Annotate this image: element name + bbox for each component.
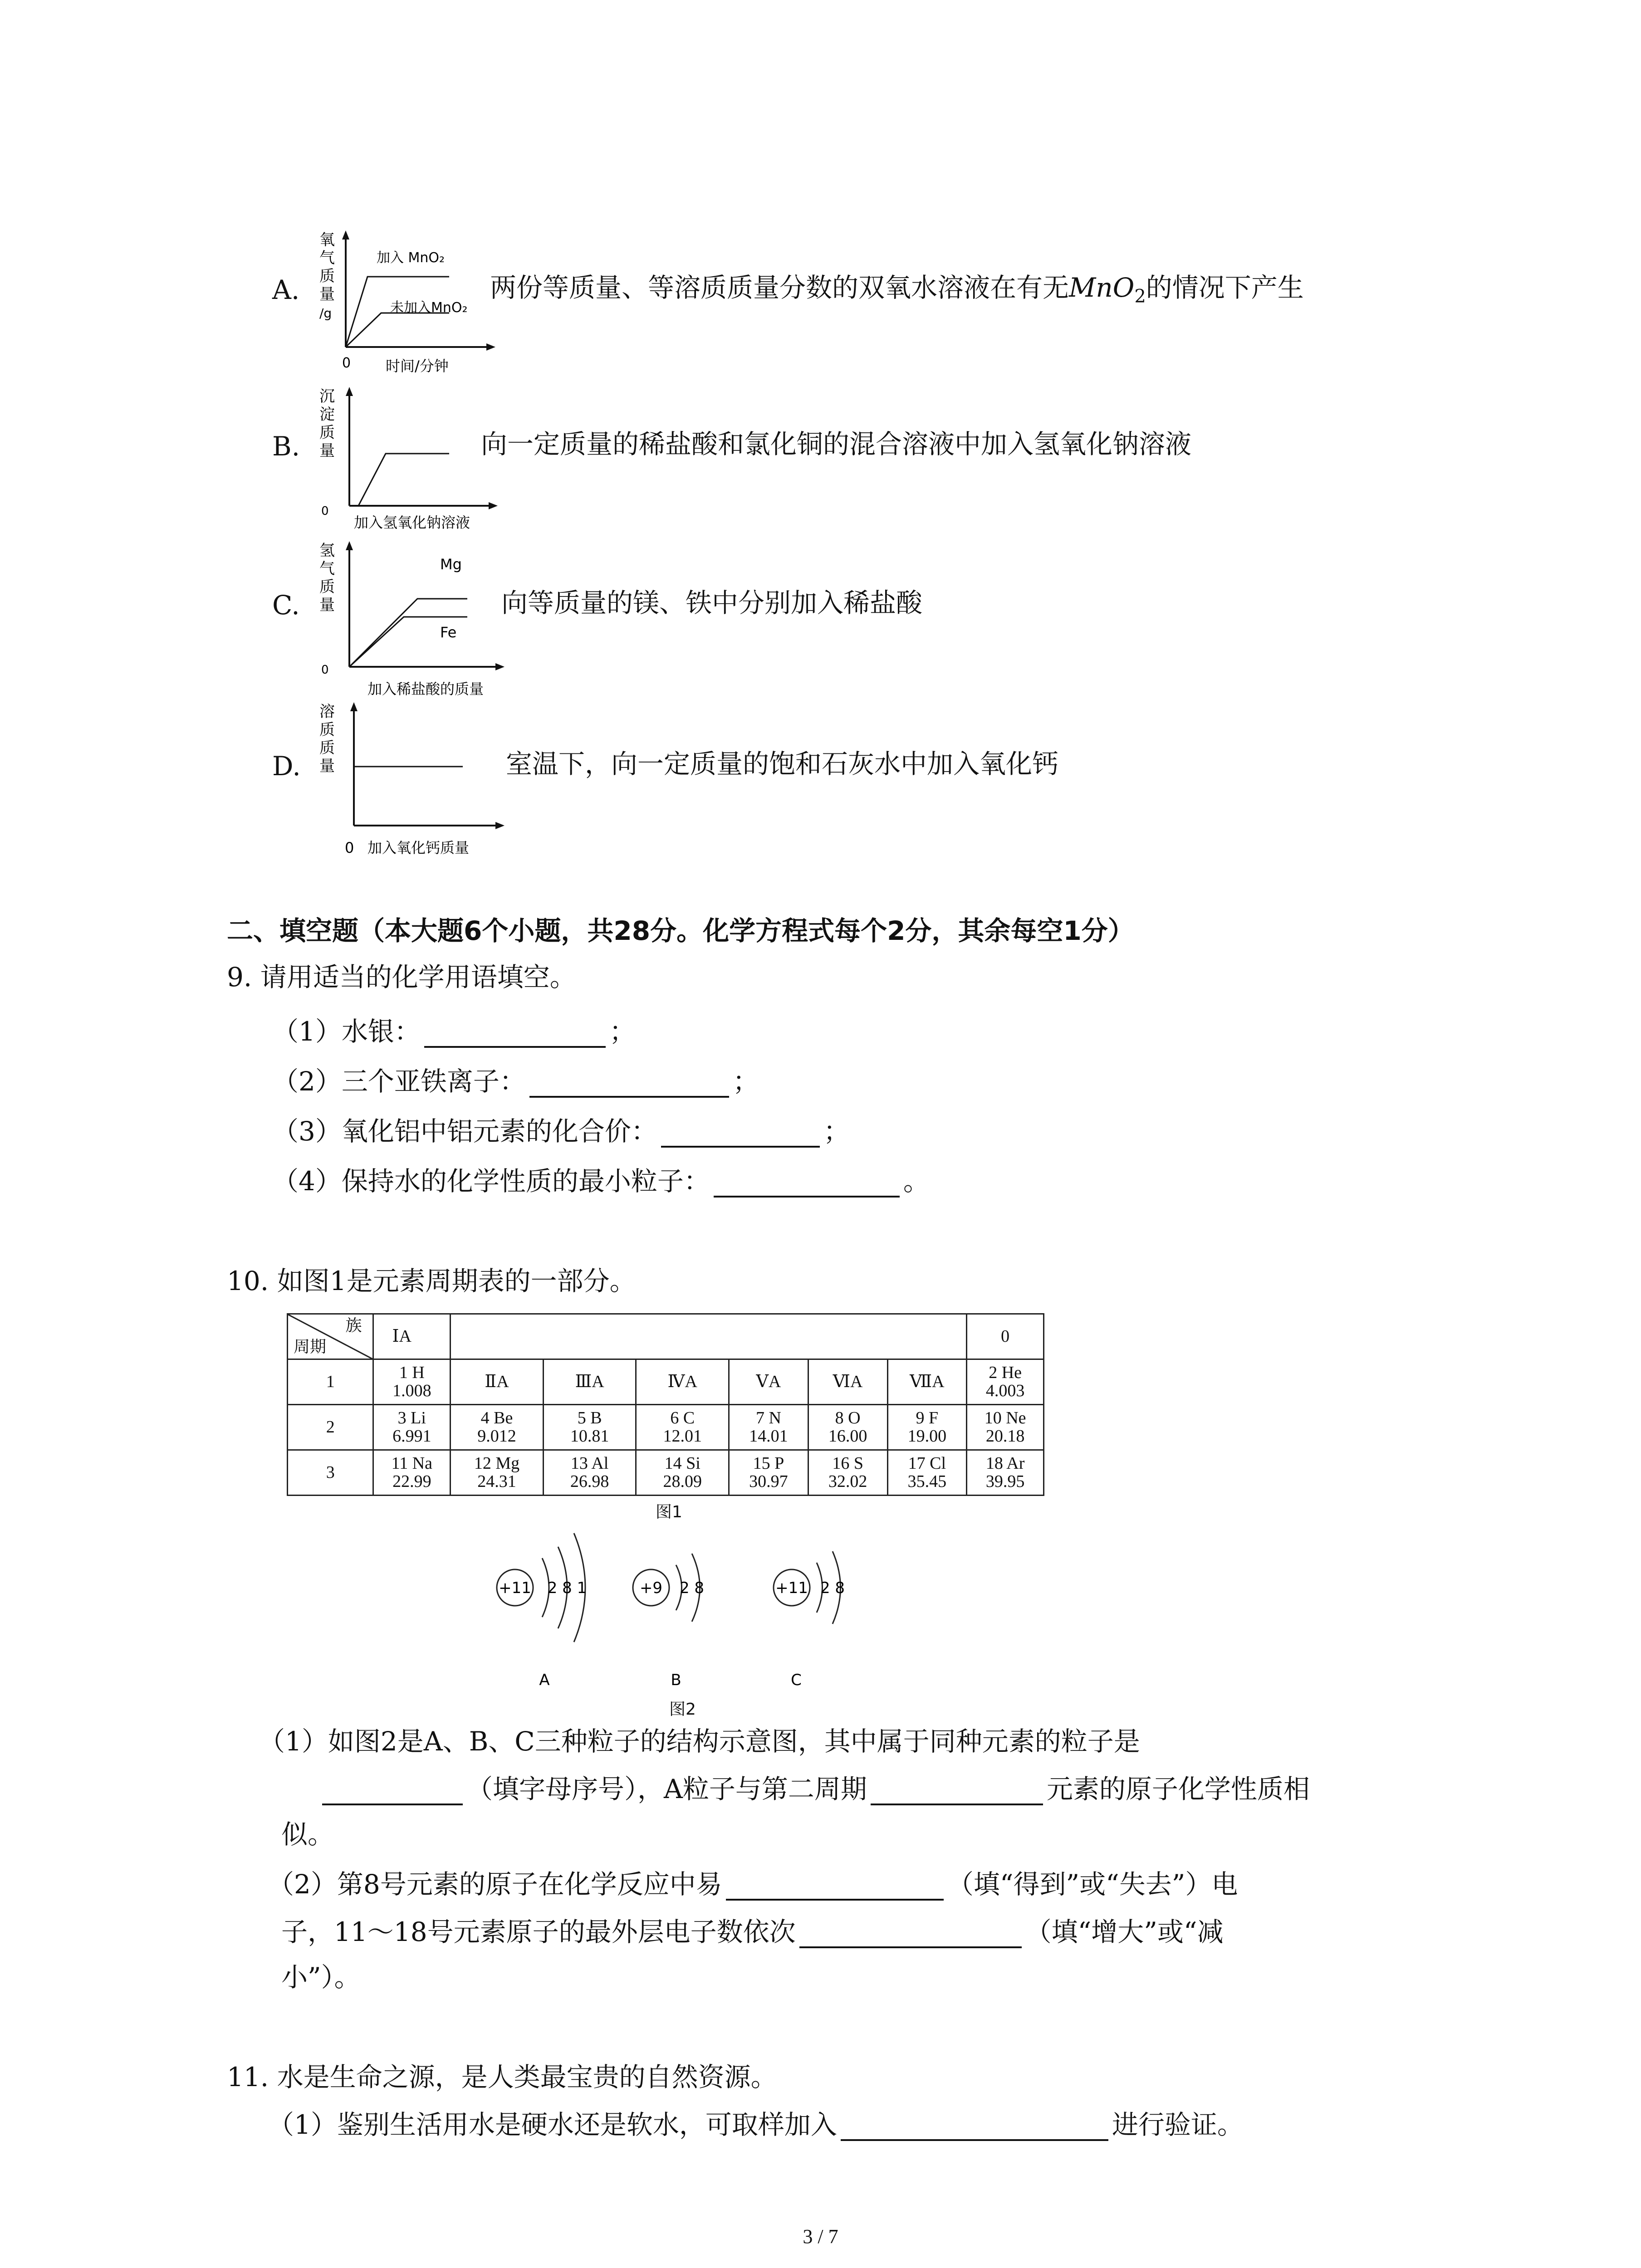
graph-a-xlabel: 时间/分钟 [386,357,449,375]
graph-c-origin: 0 [321,663,329,677]
atom-a [497,1533,587,1689]
fig2-caption: 图2 [669,1700,696,1719]
atom-b-shells: 2 8 [679,1579,705,1597]
q9-item-3-label: （3）氧化铝中铝元素的化合价： [272,1116,657,1147]
group-middle-header [451,1314,967,1359]
cell-f: 9 F 19.00 [887,1405,967,1450]
atom-b-nucleus: +9 [639,1579,663,1597]
q10-p1-line2 [322,1774,1310,1805]
q11-p1 [268,2109,1244,2141]
group-4a-header: ⅣA [636,1359,729,1405]
section2-title: 二、填空题（本大题6个小题，共28分。化学方程式每个2分，其余每空1分） [227,915,1134,946]
q10-p2-line3: 小”）。 [281,1962,361,1993]
cell-si: 14 Si 28.09 [636,1450,729,1496]
period-2-label: 2 [288,1405,373,1450]
graph-b-ylabel-1: 沉 [319,387,335,406]
q9-item-2-blank[interactable] [529,1070,729,1098]
cell-n: 7 N 14.01 [729,1405,808,1450]
q9-item-3 [272,1116,850,1148]
q10-p2-blank-1[interactable] [726,1872,944,1901]
graph-b-xlabel: 加入氢氧化钠溶液 [354,514,470,531]
option-d-letter: D. [272,751,301,782]
q9-item-4-blank[interactable] [714,1169,900,1198]
graph-d-origin: 0 [345,839,354,856]
q9-item-2-end: ； [732,1066,759,1097]
q10-p1-line3: 似。 [281,1819,334,1850]
q9-stem: 9. 请用适当的化学用语填空。 [227,962,576,992]
q9-item-1-label: （1）水银： [272,1016,421,1047]
q11-p1a: （1）鉴别生活用水是硬水还是软水，可取样加入 [268,2109,837,2140]
page-number: 3 / 7 [803,2225,838,2248]
q9-item-4 [272,1166,930,1198]
option-c-graph [313,538,513,699]
option-a-formula-sub: 2 [1134,286,1146,307]
graph-b-ylabel-4: 量 [319,442,335,460]
q10-p2-line2b: （填“增大”或“减 [1025,1916,1224,1947]
graph-a-line1-label: 加入 MnO₂ [377,250,445,266]
group-6a-header: ⅥA [808,1359,887,1405]
option-d-graph [313,699,513,860]
q9-item-3-blank[interactable] [661,1119,820,1148]
atom-c-nucleus: +11 [775,1579,808,1597]
q9-item-1-blank[interactable] [424,1020,606,1048]
q10-p1-line2a: （填字母序号），A粒子与第二周期 [466,1774,867,1804]
atom-c [774,1551,845,1689]
group-7a-header: ⅦA [887,1359,967,1405]
q11-p1-blank[interactable] [841,2113,1108,2141]
fig1-caption: 图1 [656,1503,682,1521]
graph-d-xlabel: 加入氧化钙质量 [367,839,470,856]
q10-p2-line1 [268,1869,1238,1901]
graph-c-ylabel-4: 量 [319,596,335,614]
group-0-header: 0 [967,1314,1044,1359]
graph-d-ylabel-4: 量 [319,757,335,775]
q9-item-4-end: 。 [903,1166,930,1197]
cell-li: 3 Li 6.991 [373,1405,451,1450]
cell-na: 11 Na 22.99 [373,1450,451,1496]
graph-b-ylabel-2: 淀 [319,406,335,424]
option-d-text: 室温下，向一定质量的饱和石灰水中加入氧化钙 [506,748,1059,779]
graph-a-ylabel-2: 气 [319,249,335,267]
atom-a-label: A [539,1671,550,1689]
cell-c: 6 C 12.01 [636,1405,729,1450]
group-2a-header: ⅡA [451,1359,544,1405]
cell-be: 4 Be 9.012 [451,1405,544,1450]
q10-p1-blank-2[interactable] [871,1777,1043,1805]
cell-he: 2 He 4.003 [967,1359,1044,1405]
atom-c-label: C [791,1671,802,1689]
cell-ne: 10 Ne 20.18 [967,1405,1044,1450]
cell-p: 15 P 30.97 [729,1450,808,1496]
option-a-formula: MnO [1069,272,1135,303]
corner-bottom-label: 周期 [294,1338,327,1357]
graph-a-ylabel [319,231,335,321]
atom-a-shells: 2 8 1 [547,1579,587,1597]
graph-d-ylabel-1: 溶 [319,703,335,721]
graph-a-ylabel-3: 质 [319,267,335,285]
graph-c-line2-label: Fe [440,624,457,641]
option-b-letter: B. [272,431,300,462]
q10-p1-line1: （1）如图2是A、B、C三种粒子的结构示意图，其中属于同种元素的粒子是 [259,1726,1140,1757]
q10-p2-line2a: 子，11～18号元素原子的最外层电子数依次 [281,1916,796,1947]
cell-o: 8 O 16.00 [808,1405,887,1450]
q10-p2-line2 [281,1916,1224,1948]
cell-cl: 17 Cl 35.45 [887,1450,967,1496]
group-3a-header: ⅢA [543,1359,636,1405]
q10-stem: 10. 如图1是元素周期表的一部分。 [227,1266,636,1296]
graph-c-ylabel-2: 气 [319,560,335,578]
option-b-graph [313,383,504,533]
graph-c-line1-label: Mg [440,556,462,573]
option-a-text [490,272,1304,308]
atom-diagrams [476,1515,885,1696]
group-5a-header: ⅤA [729,1359,808,1405]
q10-p2-line1b: （填“得到”或“失去”）电 [947,1869,1238,1900]
atom-b [633,1554,704,1689]
atom-b-label: B [671,1671,681,1689]
table-corner-cell [288,1314,373,1359]
graph-d-ylabel-3: 质 [319,739,335,757]
option-a-desc-end: 的情况下产生 [1146,272,1304,303]
cell-h: 1 H 1.008 [373,1359,451,1405]
q10-p1-line2b: 元素的原子化学性质相 [1046,1774,1310,1804]
graph-a-ylabel-4: 量 [319,285,335,303]
q9-item-4-label: （4）保持水的化学性质的最小粒子： [272,1166,710,1197]
atom-c-shells: 2 8 [820,1579,845,1597]
group-1a-header: ⅠA [373,1314,451,1359]
period-3-label: 3 [288,1450,373,1496]
q9-item-1-end: ； [609,1016,636,1047]
cell-b: 5 B 10.81 [543,1405,636,1450]
cell-s: 16 S 32.02 [808,1450,887,1496]
q10-p2-blank-2[interactable] [799,1920,1022,1948]
period-1-label: 1 [288,1359,373,1405]
q11-p1b: 进行验证。 [1112,2109,1244,2140]
option-a-letter: A. [272,274,300,305]
q9-item-2-label: （2）三个亚铁离子： [272,1066,526,1097]
q9-item-2 [272,1066,759,1098]
cell-ar: 18 Ar 39.95 [967,1450,1044,1496]
periodic-table [287,1313,1044,1496]
graph-d-ylabel-2: 质 [319,721,335,739]
graph-c-ylabel-3: 质 [319,578,335,596]
graph-b-ylabel-3: 质 [319,424,335,442]
option-a-graph [313,227,499,381]
q9-item-1 [272,1016,636,1048]
option-b-text: 向一定质量的稀盐酸和氯化铜的混合溶液中加入氢氧化钠溶液 [481,429,1192,459]
q10-p1-blank-1[interactable] [322,1777,463,1805]
graph-c-xlabel: 加入稀盐酸的质量 [367,680,484,698]
q11-stem: 11. 水是生命之源，是人类最宝贵的自然资源。 [227,2062,777,2092]
graph-b-origin: 0 [321,504,329,518]
graph-a-ylabel-1: 氧 [319,231,335,249]
graph-a-origin: 0 [342,355,351,371]
q9-item-3-end: ； [823,1116,850,1147]
atom-a-nucleus: +11 [499,1579,531,1597]
graph-a-line2-label: 未加入MnO₂ [390,300,468,316]
corner-top-label: 族 [345,1316,362,1335]
graph-c-ylabel-1: 氢 [319,542,335,560]
q10-p2-line1a: （2）第8号元素的原子在化学反应中易 [268,1869,722,1900]
option-c-letter: C. [272,590,300,621]
cell-al: 13 Al 26.98 [543,1450,636,1496]
graph-a-ylabel-5: /g [319,306,332,321]
option-c-text: 向等质量的镁、铁中分别加入稀盐酸 [501,587,923,618]
option-a-desc: 两份等质量、等溶质质量分数的双氧水溶液在有无 [490,272,1069,303]
cell-mg: 12 Mg 24.31 [451,1450,544,1496]
